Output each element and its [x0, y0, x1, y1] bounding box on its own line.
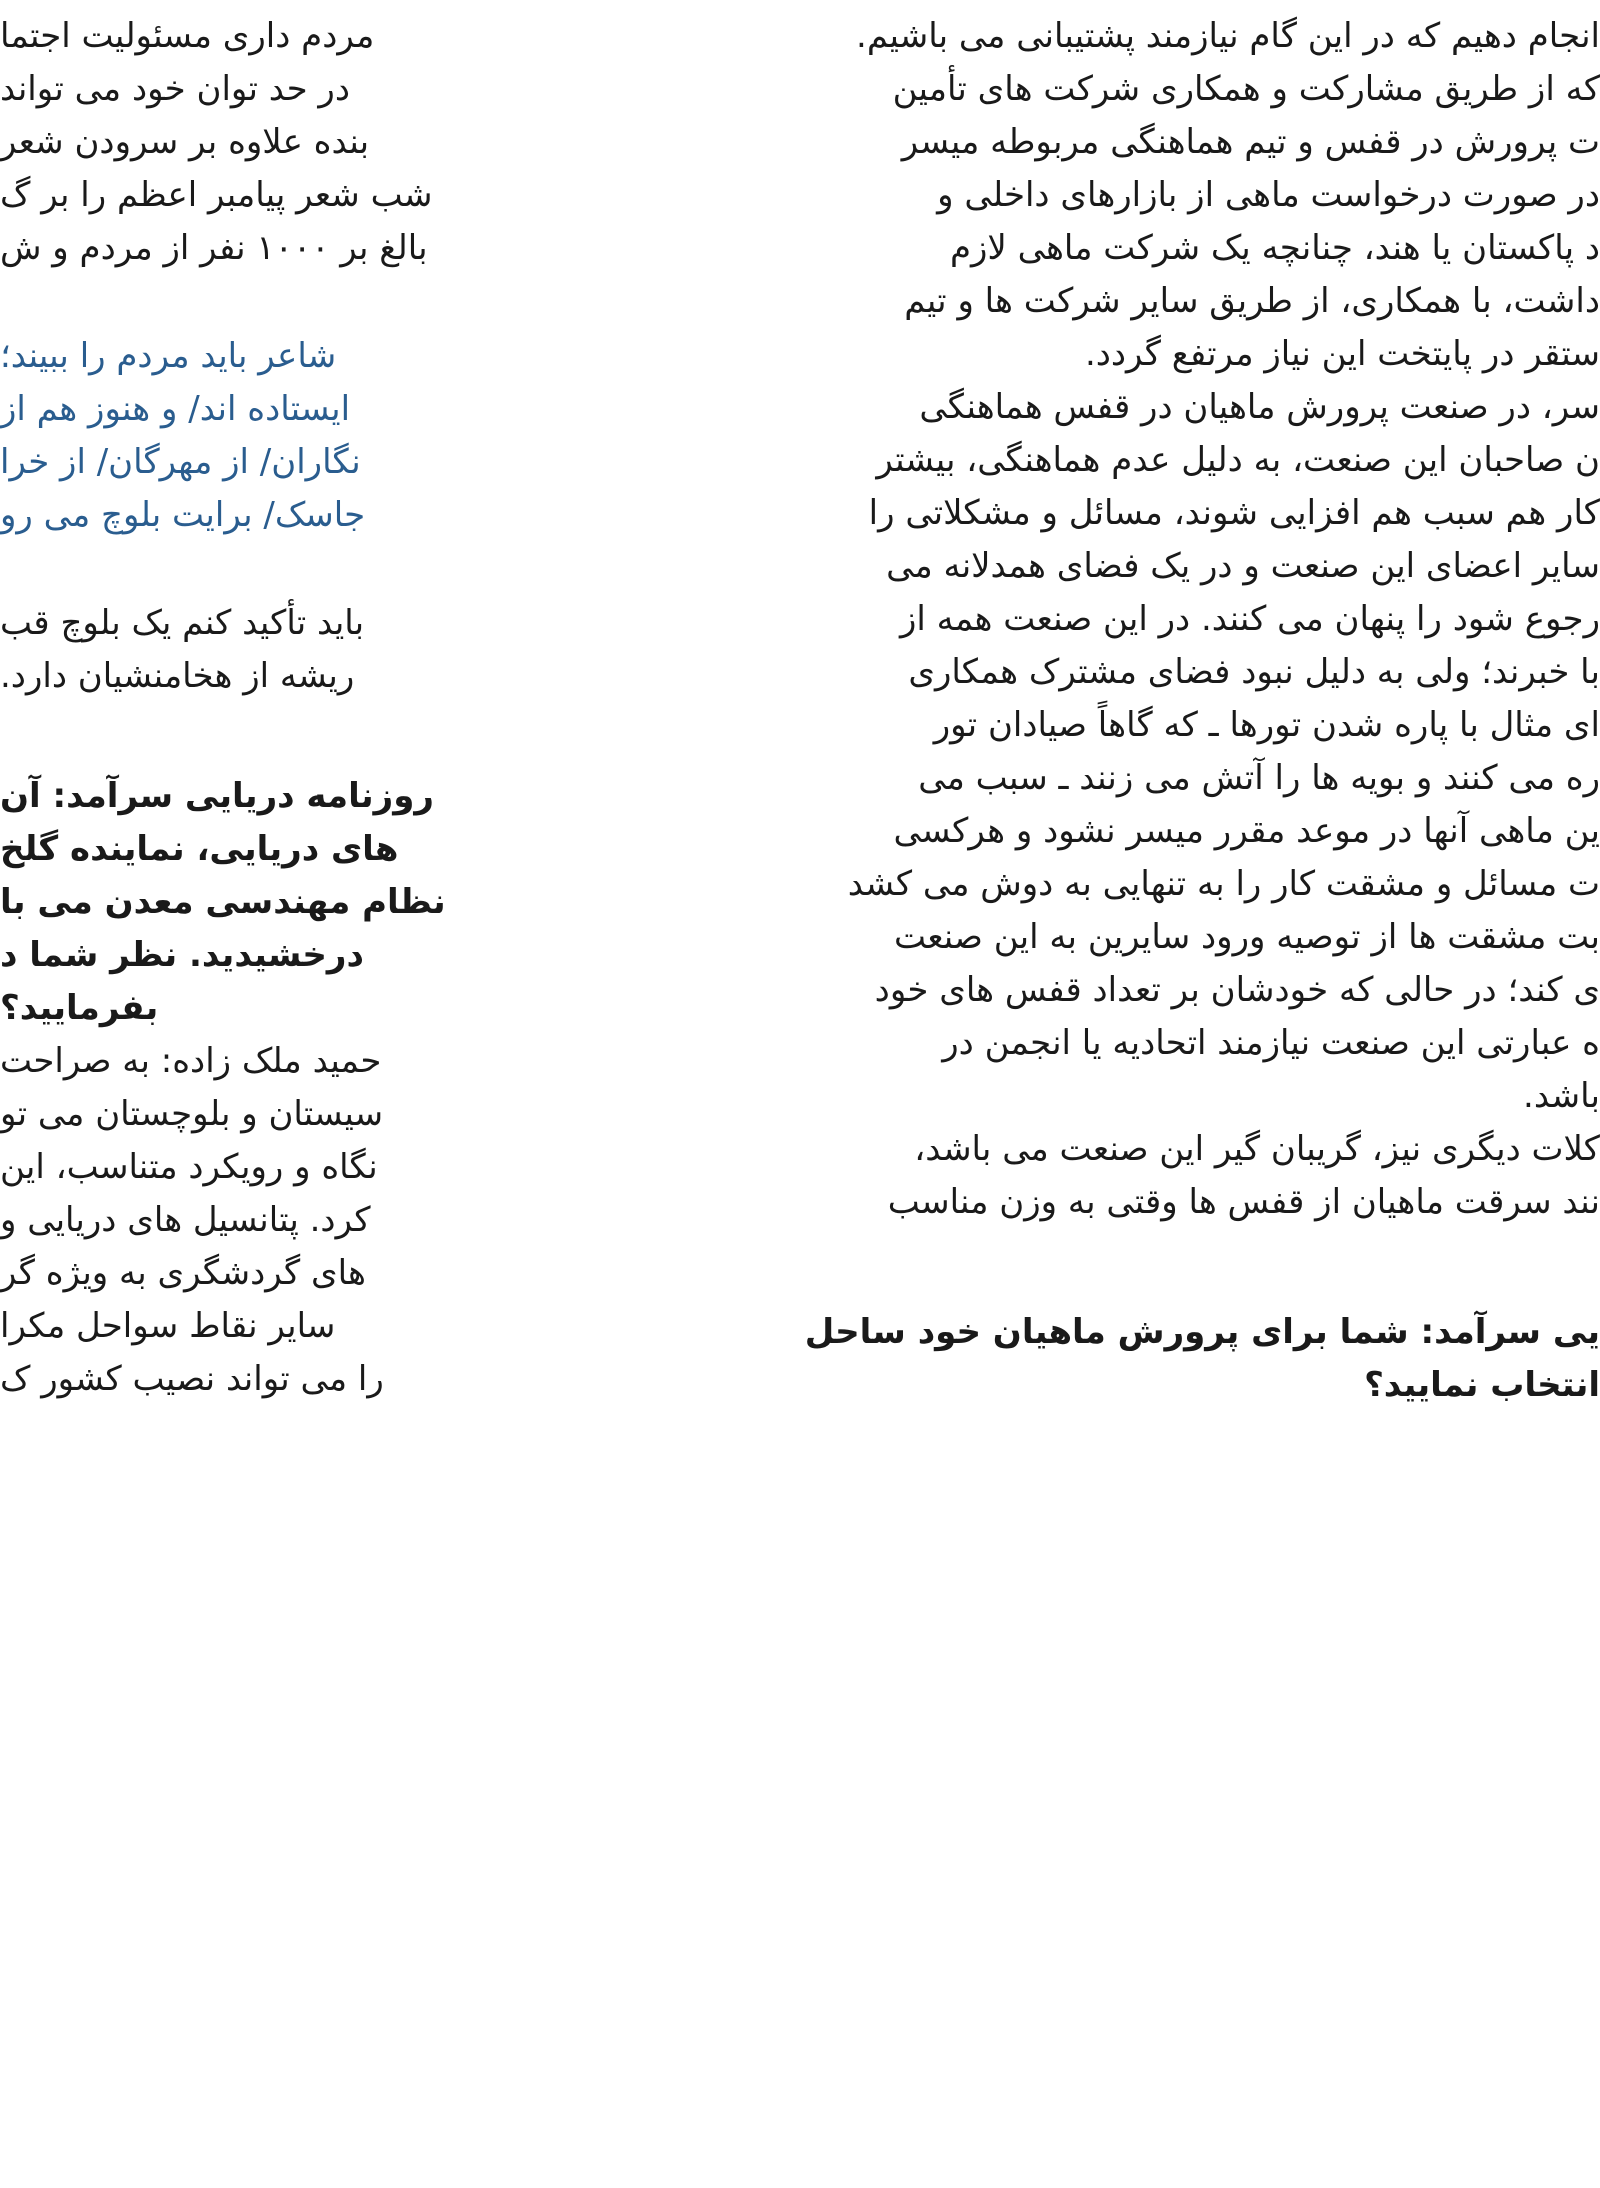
left-line-3: بنده علاوه بر سرودن شعر [0, 122, 370, 162]
left-quote-line-3: نگاران/ از مهرگان/ از خرا [0, 442, 361, 482]
left-line-7: ریشه از هخامنشیان دارد. [0, 656, 355, 696]
right-line-8: سر، در صنعت پرورش ماهیان در قفس هماهنگی [919, 387, 1600, 427]
right-line-12: رجوع شود را پنهان می کنند. در این صنعت همه از [899, 599, 1600, 639]
right-line-13: با خبرند؛ ولی به دلیل نبود فضای مشترک همکاری [908, 652, 1600, 692]
right-line-18: بت مشقت ها از توصیه ورود سایرین به این صنعت [894, 917, 1600, 957]
left-answer-line-4: کرد. پتانسیل های دریایی و [0, 1200, 371, 1240]
left-line-2: در حد توان خود می تواند [0, 69, 350, 109]
left-answer-line-5: های گردشگری به ویژه گر [0, 1253, 366, 1293]
right-line-23: نند سرقت ماهیان از قفس ها وقتی به وزن مناسب [887, 1182, 1600, 1222]
right-line-15: ره می کنند و بویه ها را آتش می زنند ـ سبب می [918, 758, 1600, 798]
right-line-20: ه عبارتی این صنعت نیازمند اتحادیه یا انجمن در [942, 1023, 1600, 1063]
left-quote-line-1: شاعر باید مردم را ببیند؛ [0, 336, 337, 376]
left-question-line-3: نظام مهندسی معدن می با [0, 882, 446, 922]
right-line-6: داشت، با همکاری، از طریق سایر شرکت ها و تیم [904, 281, 1600, 321]
right-line-17: ت مسائل و مشقت کار را به تنهایی به دوش می کشد [847, 864, 1600, 904]
right-line-5: د پاکستان یا هند، چنانچه یک شرکت ماهی لازم [949, 228, 1600, 268]
right-line-4: در صورت درخواست ماهی از بازارهای داخلی و [937, 175, 1600, 215]
left-quote-line-2: ایستاده اند/ و هنوز هم از [0, 389, 351, 429]
left-quote-line-4: جاسک/ برایت بلوچ می رو [0, 495, 366, 535]
right-line-2: که از طریق مشارکت و همکاری شرکت های تأمین [892, 69, 1600, 109]
left-question-line-1: روزنامه دریایی سرآمد: آن [0, 776, 434, 816]
left-question-line-5: بفرمایید؟ [0, 988, 159, 1028]
right-line-3: ت پرورش در قفس و تیم هماهنگی مربوطه میسر [901, 122, 1600, 162]
left-line-4: شب شعر پیامبر اعظم را بر گ [0, 175, 433, 215]
left-answer-line-6: سایر نقاط سواحل مکرا [0, 1306, 336, 1346]
right-line-19: ی کند؛ در حالی که خودشان بر تعداد قفس های خود [874, 970, 1600, 1010]
right-question-line-2: انتخاب نمایید؟ [1364, 1365, 1600, 1405]
right-line-9: ن صاحبان این صنعت، به دلیل عدم هماهنگی، بیشتر [876, 440, 1600, 480]
right-line-14: ای مثال با پاره شدن تورها ـ که گاهاً صیادان تور [933, 705, 1600, 745]
left-line-6: باید تأکید کنم یک بلوچ قب [0, 603, 365, 643]
right-line-10: کار هم سبب هم افزایی شوند، مسائل و مشکلاتی را [868, 493, 1600, 533]
left-answer-line-7: را می تواند نصیب کشور ک [0, 1359, 384, 1399]
right-line-1: انجام دهیم که در این گام نیازمند پشتیبانی می باشیم. [856, 16, 1600, 56]
left-line-5: بالغ بر ۱۰۰۰ نفر از مردم و ش [0, 228, 428, 268]
left-answer-line-2: سیستان و بلوچستان می تو [0, 1094, 384, 1134]
right-line-11: سایر اعضای این صنعت و در یک فضای همدلانه می [886, 546, 1600, 586]
left-question-line-2: های دریایی، نماینده گلخ [0, 829, 399, 869]
left-answer-line-1: حمید ملک زاده: به صراحت [0, 1041, 382, 1081]
right-line-21: باشد. [1523, 1076, 1600, 1116]
left-line-1: مردم داری مسئولیت اجتما [0, 16, 375, 56]
right-line-7: ستقر در پایتخت این نیاز مرتفع گردد. [1084, 334, 1600, 374]
left-answer-line-3: نگاه و رویکرد متناسب، این [0, 1147, 378, 1187]
right-line-22: کلات دیگری نیز، گریبان گیر این صنعت می باشد، [914, 1129, 1600, 1169]
right-question-line-1: یی سرآمد: شما برای پرورش ماهیان خود ساحل [804, 1312, 1600, 1352]
right-line-16: ین ماهی آنها در موعد مقرر میسر نشود و هرکسی [893, 811, 1600, 851]
left-question-line-4: درخشیدید. نظر شما د [0, 935, 364, 975]
